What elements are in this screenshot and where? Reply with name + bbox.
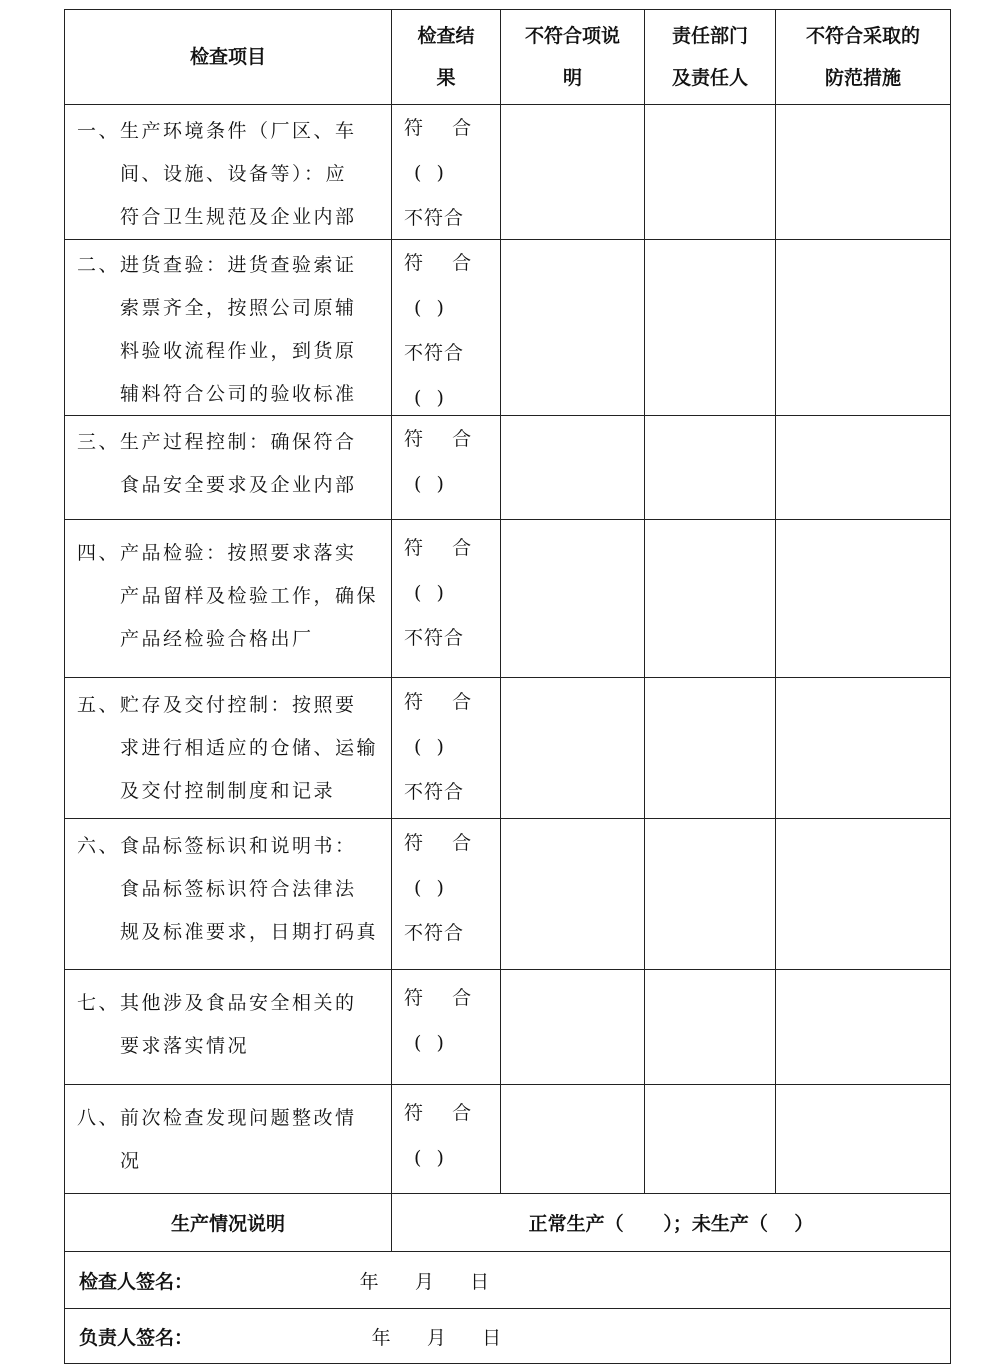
result-conform-blank[interactable]: ( ) — [414, 473, 445, 495]
inspection-item-cell: 二、进货查验：进货查验索证 索票齐全，按照公司原辅 料验收流程作业，到货原 辅料符合公司的验收标准 — [65, 240, 392, 416]
result-cell — [392, 819, 501, 970]
measures-input-cell[interactable] — [776, 1085, 951, 1194]
inspection-item-cell: 七、其他涉及食品安全相关的 要求落实情况 — [65, 970, 392, 1085]
table-row — [65, 520, 951, 678]
nonconformity-input-cell[interactable] — [501, 678, 645, 819]
result-conform-blank[interactable]: ( ) — [414, 162, 445, 184]
nonconformity-input-cell[interactable] — [501, 970, 645, 1085]
nonconformity-input-cell[interactable] — [501, 819, 645, 970]
header-row — [65, 10, 951, 105]
inspection-item-cell: 五、贮存及交付控制：按照要 求进行相适应的仓储、运输 及交付控制制度和记录 — [65, 678, 392, 819]
header-inspection-result: 检查结 果 — [392, 10, 501, 105]
table-row — [65, 819, 951, 970]
inspection-item-cell: 八、前次检查发现问题整改情 况 — [65, 1085, 392, 1194]
measures-input-cell[interactable] — [776, 416, 951, 520]
nonconformity-input-cell[interactable] — [501, 416, 645, 520]
responsible-signature-row — [65, 1309, 951, 1364]
inspector-signature[interactable] — [65, 1252, 951, 1309]
result-cell — [392, 970, 501, 1085]
production-status[interactable]: 正常生产（ ）；未生产（ ） — [392, 1194, 951, 1252]
result-conform-blank[interactable]: ( ) — [414, 1032, 445, 1054]
measures-input-cell[interactable] — [776, 678, 951, 819]
result-conform-option[interactable]: 符 合 — [404, 1102, 473, 1124]
responsible-input-cell[interactable] — [645, 240, 776, 416]
responsible-input-cell[interactable] — [645, 678, 776, 819]
inspection-item-cell: 六、食品标签标识和说明书： 食品标签标识符合法律法 规及标准要求，日期打码真 — [65, 819, 392, 970]
nonconformity-input-cell[interactable] — [501, 1085, 645, 1194]
result-conform-option[interactable]: 符 合 — [404, 537, 473, 559]
result-conform-blank[interactable]: ( ) — [414, 736, 445, 758]
responsible-input-cell[interactable] — [645, 105, 776, 240]
result-conform-option[interactable]: 符 合 — [404, 428, 473, 450]
result-cell — [392, 520, 501, 678]
header-inspection-item: 检查项目 — [65, 10, 392, 105]
inspector-signature-row — [65, 1252, 951, 1309]
responsible-date[interactable]: 年 月 日 — [371, 1326, 502, 1349]
inspection-item-cell: 四、产品检验：按照要求落实 产品留样及检验工作，确保 产品经检验合格出厂 — [65, 520, 392, 678]
table-row — [65, 678, 951, 819]
result-cell — [392, 416, 501, 520]
result-cell — [392, 240, 501, 416]
result-cell — [392, 105, 501, 240]
inspection-item-cell: 一、生产环境条件（厂区、车 间、设施、设备等）：应 符合卫生规范及企业内部 — [65, 105, 392, 240]
result-conform-blank[interactable]: ( ) — [414, 1147, 445, 1169]
result-conform-option[interactable]: 符 合 — [404, 987, 473, 1009]
responsible-input-cell[interactable] — [645, 970, 776, 1085]
responsible-input-cell[interactable] — [645, 520, 776, 678]
result-conform-blank[interactable]: ( ) — [414, 297, 445, 319]
result-nonconform-option[interactable]: 不符合 — [404, 627, 465, 649]
result-conform-blank[interactable]: ( ) — [414, 582, 445, 604]
responsible-label: 负责人签名： — [79, 1326, 194, 1349]
production-label: 生产情况说明 — [65, 1194, 392, 1252]
inspector-date[interactable]: 年 月 日 — [359, 1270, 490, 1293]
table-row — [65, 1085, 951, 1194]
header-nonconformity-desc: 不符合项说 明 — [501, 10, 645, 105]
responsible-input-cell[interactable] — [645, 1085, 776, 1194]
nonconformity-input-cell[interactable] — [501, 240, 645, 416]
measures-input-cell[interactable] — [776, 240, 951, 416]
table-row — [65, 416, 951, 520]
measures-input-cell[interactable] — [776, 819, 951, 970]
production-row — [65, 1194, 951, 1252]
responsible-input-cell[interactable] — [645, 819, 776, 970]
result-conform-option[interactable]: 符 合 — [404, 832, 473, 854]
nonconformity-input-cell[interactable] — [501, 520, 645, 678]
table-row — [65, 240, 951, 416]
measures-input-cell[interactable] — [776, 105, 951, 240]
result-nonconform-option[interactable]: 不符合 — [404, 922, 465, 944]
header-responsible-dept: 责任部门 及责任人 — [645, 10, 776, 105]
measures-input-cell[interactable] — [776, 970, 951, 1085]
result-conform-option[interactable]: 符 合 — [404, 252, 473, 274]
result-nonconform-option[interactable]: 不符合 — [404, 781, 465, 803]
inspection-form-table — [64, 9, 951, 1364]
result-cell — [392, 678, 501, 819]
responsible-signature[interactable] — [65, 1309, 951, 1364]
result-cell — [392, 1085, 501, 1194]
table-row — [65, 105, 951, 240]
result-nonconform-option[interactable]: 不符合 — [404, 342, 465, 364]
measures-input-cell[interactable] — [776, 520, 951, 678]
nonconformity-input-cell[interactable] — [501, 105, 645, 240]
result-conform-option[interactable]: 符 合 — [404, 691, 473, 713]
inspector-label: 检查人签名： — [79, 1270, 194, 1293]
result-conform-blank[interactable]: ( ) — [414, 877, 445, 899]
inspection-item-cell: 三、生产过程控制：确保符合 食品安全要求及企业内部 — [65, 416, 392, 520]
header-preventive-measures: 不符合采取的 防范措施 — [776, 10, 951, 105]
result-nonconform-blank[interactable]: ( ) — [414, 387, 445, 409]
table-row — [65, 970, 951, 1085]
result-conform-option[interactable]: 符 合 — [404, 117, 473, 139]
result-nonconform-option[interactable]: 不符合 — [404, 207, 465, 229]
responsible-input-cell[interactable] — [645, 416, 776, 520]
